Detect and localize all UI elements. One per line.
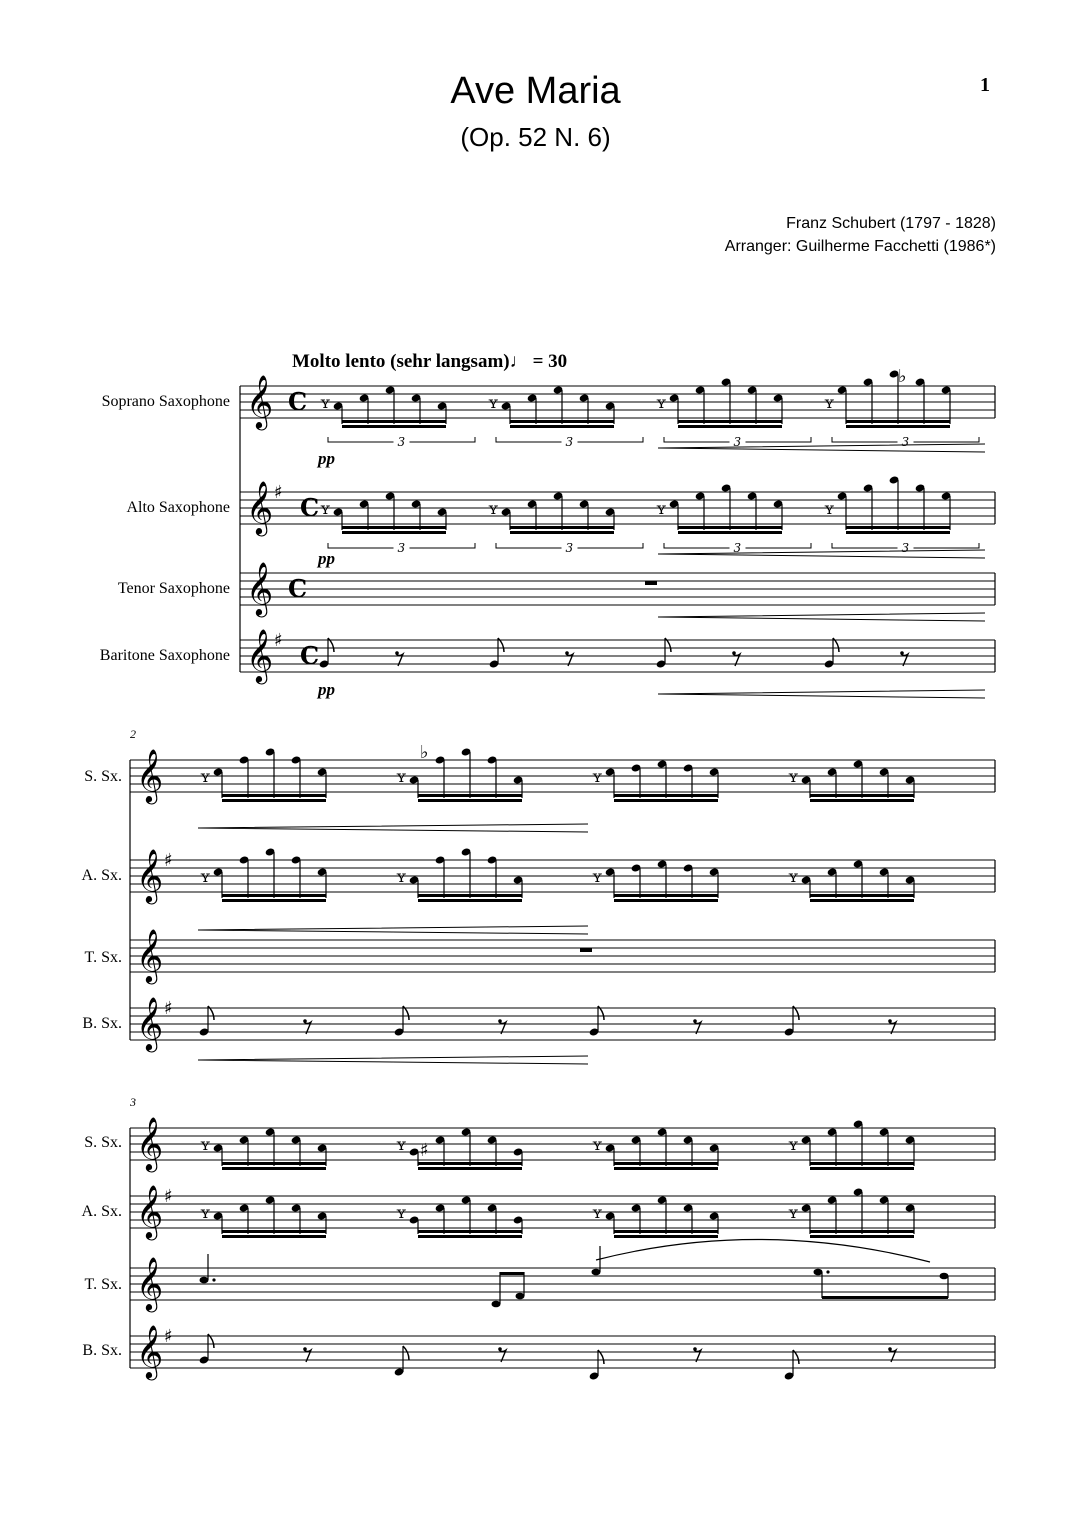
sharp-icon: ♯ xyxy=(164,998,173,1019)
instrument-name-baritone: Baritone Saxophone xyxy=(99,647,230,664)
treble-clef-icon: 𝄞 xyxy=(136,1184,164,1238)
eighth-rest-dot xyxy=(888,1019,892,1023)
time-signature: C xyxy=(288,574,308,603)
instrument-name-alto: Alto Saxophone xyxy=(126,499,230,516)
arranger-credit: Arranger: Guilherme Facchetti (1986*) xyxy=(724,238,996,255)
sharp-icon: ♯ xyxy=(164,1186,173,1207)
beam xyxy=(418,899,522,902)
tuplet-number: 3 xyxy=(901,541,910,555)
instrument-short-tenor: T. Sx. xyxy=(84,949,122,966)
notehead xyxy=(940,1273,949,1280)
beam xyxy=(614,1162,718,1165)
sixteenth-rest-icon: ʏ xyxy=(788,867,799,886)
instrument-name-soprano: Soprano Saxophone xyxy=(101,393,230,410)
beam xyxy=(418,1230,522,1233)
beam xyxy=(614,1235,718,1238)
beam xyxy=(810,799,914,802)
eighth-rest-dot xyxy=(888,1347,892,1351)
beam xyxy=(342,531,446,534)
beam xyxy=(222,799,326,802)
hairpin xyxy=(658,613,985,621)
tuplet-number: 3 xyxy=(565,435,574,449)
beam xyxy=(678,420,782,423)
treble-clef-icon: 𝄞 xyxy=(246,561,274,615)
dot xyxy=(212,1278,215,1281)
dynamic-pp: pp xyxy=(318,549,335,568)
instrument-name-tenor: Tenor Saxophone xyxy=(117,580,230,597)
sixteenth-rest-icon: ʏ xyxy=(200,867,211,886)
page-number: 1 xyxy=(980,74,990,96)
beam xyxy=(222,794,326,797)
beam xyxy=(810,894,914,897)
sixteenth-rest-icon: ʏ xyxy=(488,499,499,518)
treble-clef-icon: 𝄞 xyxy=(246,628,274,682)
sixteenth-rest-icon: ʏ xyxy=(592,1203,603,1222)
sixteenth-rest-icon: ʏ xyxy=(488,393,499,412)
sixteenth-rest-icon: ʏ xyxy=(592,867,603,886)
beam xyxy=(418,1162,522,1165)
beam xyxy=(614,1167,718,1170)
instrument-short-baritone: B. Sx. xyxy=(82,1342,122,1359)
sixteenth-rest-icon: ʏ xyxy=(320,393,331,412)
eighth-rest-dot xyxy=(693,1347,697,1351)
eighth-rest-dot xyxy=(303,1019,307,1023)
beam xyxy=(222,899,326,902)
sixteenth-rest-icon: ʏ xyxy=(592,1135,603,1154)
beam xyxy=(678,425,782,428)
composer-credit: Franz Schubert (1797 - 1828) xyxy=(786,215,996,232)
eighth-rest-dot xyxy=(498,1347,502,1351)
sixteenth-rest-icon: ʏ xyxy=(396,867,407,886)
metronome-value: = 30 xyxy=(532,351,568,372)
sixteenth-rest-icon: ʏ xyxy=(320,499,331,518)
tuplet-number: 3 xyxy=(733,541,742,555)
sixteenth-rest-icon: ʏ xyxy=(592,767,603,786)
instrument-short-alto: A. Sx. xyxy=(81,1203,122,1220)
beam xyxy=(810,899,914,902)
beam xyxy=(342,526,446,529)
eighth-rest-dot xyxy=(565,651,569,655)
eighth-rest-dot xyxy=(303,1347,307,1351)
beam xyxy=(222,894,326,897)
time-signature: C xyxy=(300,641,320,670)
beam xyxy=(810,1162,914,1165)
sixteenth-rest-icon: ʏ xyxy=(396,767,407,786)
instrument-short-soprano: S. Sx. xyxy=(84,1134,122,1151)
sixteenth-rest-icon: ʏ xyxy=(824,499,835,518)
beam xyxy=(810,1167,914,1170)
notehead xyxy=(492,1301,501,1308)
dynamic-pp: pp xyxy=(318,449,335,468)
sixteenth-rest-icon: ʏ xyxy=(788,767,799,786)
time-signature: C xyxy=(288,387,308,416)
sharp-icon: ♯ xyxy=(420,1140,429,1161)
flat-icon: ♭ xyxy=(898,366,907,387)
beam xyxy=(510,420,614,423)
tuplet-number: 3 xyxy=(901,435,910,449)
beam xyxy=(822,1296,948,1299)
beam xyxy=(678,531,782,534)
quarter-note-icon: ♩ xyxy=(509,351,529,372)
notehead xyxy=(516,1293,525,1300)
beam xyxy=(678,526,782,529)
hairpin xyxy=(198,1056,588,1064)
instrument-short-alto: A. Sx. xyxy=(81,867,122,884)
treble-clef-icon: 𝄞 xyxy=(136,1256,164,1310)
treble-clef-icon: 𝄞 xyxy=(246,374,274,428)
hairpin xyxy=(658,550,985,558)
beam xyxy=(614,894,718,897)
beam xyxy=(222,1230,326,1233)
treble-clef-icon: 𝄞 xyxy=(246,480,274,534)
tuplet-number: 3 xyxy=(397,541,406,555)
treble-clef-icon: 𝄞 xyxy=(136,1116,164,1170)
beam xyxy=(810,1235,914,1238)
beam xyxy=(418,1167,522,1170)
beam xyxy=(342,425,446,428)
tempo-text: Molto lento (sehr langsam) xyxy=(292,351,510,372)
sixteenth-rest-icon: ʏ xyxy=(200,767,211,786)
score-title: Ave Maria xyxy=(450,70,621,112)
beam xyxy=(510,526,614,529)
sharp-icon: ♯ xyxy=(274,630,283,651)
time-signature: C xyxy=(300,493,320,522)
measure-number: 2 xyxy=(130,727,136,741)
beam xyxy=(614,799,718,802)
beam xyxy=(222,1235,326,1238)
beam xyxy=(418,894,522,897)
beam xyxy=(810,794,914,797)
flat-icon: ♭ xyxy=(420,742,429,763)
hairpin xyxy=(198,926,588,934)
treble-clef-icon: 𝄞 xyxy=(136,848,164,902)
whole-rest-icon xyxy=(645,581,657,585)
beam xyxy=(342,420,446,423)
measure-number: 3 xyxy=(130,1095,136,1109)
tuplet-number: 3 xyxy=(565,541,574,555)
beam xyxy=(222,1162,326,1165)
notehead xyxy=(814,1269,823,1276)
treble-clef-icon: 𝄞 xyxy=(136,928,164,982)
eighth-rest-dot xyxy=(693,1019,697,1023)
tuplet-number: 3 xyxy=(733,435,742,449)
beam xyxy=(614,899,718,902)
notehead xyxy=(592,1269,601,1276)
instrument-short-tenor: T. Sx. xyxy=(84,1276,122,1293)
beam xyxy=(510,531,614,534)
sixteenth-rest-icon: ʏ xyxy=(200,1203,211,1222)
beam xyxy=(418,799,522,802)
beam xyxy=(614,1230,718,1233)
eighth-rest-dot xyxy=(900,651,904,655)
treble-clef-icon: 𝄞 xyxy=(136,1324,164,1378)
beam xyxy=(846,526,950,529)
beam xyxy=(500,1272,524,1275)
eighth-rest-dot xyxy=(498,1019,502,1023)
hairpin xyxy=(658,444,985,452)
beam xyxy=(846,425,950,428)
slur xyxy=(596,1239,930,1262)
beam xyxy=(810,1230,914,1233)
sixteenth-rest-icon: ʏ xyxy=(788,1135,799,1154)
eighth-rest-dot xyxy=(395,651,399,655)
treble-clef-icon: 𝄞 xyxy=(136,996,164,1050)
dynamic-pp: pp xyxy=(318,680,335,699)
beam xyxy=(418,794,522,797)
sixteenth-rest-icon: ʏ xyxy=(656,499,667,518)
beam xyxy=(510,425,614,428)
beam xyxy=(418,1235,522,1238)
note-flag xyxy=(403,1346,409,1360)
sixteenth-rest-icon: ʏ xyxy=(788,1203,799,1222)
sharp-icon: ♯ xyxy=(164,850,173,871)
treble-clef-icon: 𝄞 xyxy=(136,748,164,802)
sixteenth-rest-icon: ʏ xyxy=(656,393,667,412)
hairpin xyxy=(198,824,588,832)
beam xyxy=(846,531,950,534)
beam xyxy=(614,794,718,797)
sharp-icon: ♯ xyxy=(274,482,283,503)
sharp-icon: ♯ xyxy=(164,1326,173,1347)
instrument-short-baritone: B. Sx. xyxy=(82,1015,122,1032)
beam xyxy=(222,1167,326,1170)
hairpin xyxy=(658,690,985,698)
dot xyxy=(826,1270,829,1273)
notehead xyxy=(200,1277,209,1284)
score-subtitle: (Op. 52 N. 6) xyxy=(460,122,611,152)
beam xyxy=(846,420,950,423)
tuplet-number: 3 xyxy=(397,435,406,449)
sixteenth-rest-icon: ʏ xyxy=(824,393,835,412)
whole-rest-icon xyxy=(580,948,592,952)
sixteenth-rest-icon: ʏ xyxy=(396,1203,407,1222)
instrument-short-soprano: S. Sx. xyxy=(84,768,122,785)
sixteenth-rest-icon: ʏ xyxy=(200,1135,211,1154)
eighth-rest-dot xyxy=(732,651,736,655)
sixteenth-rest-icon: ʏ xyxy=(396,1135,407,1154)
